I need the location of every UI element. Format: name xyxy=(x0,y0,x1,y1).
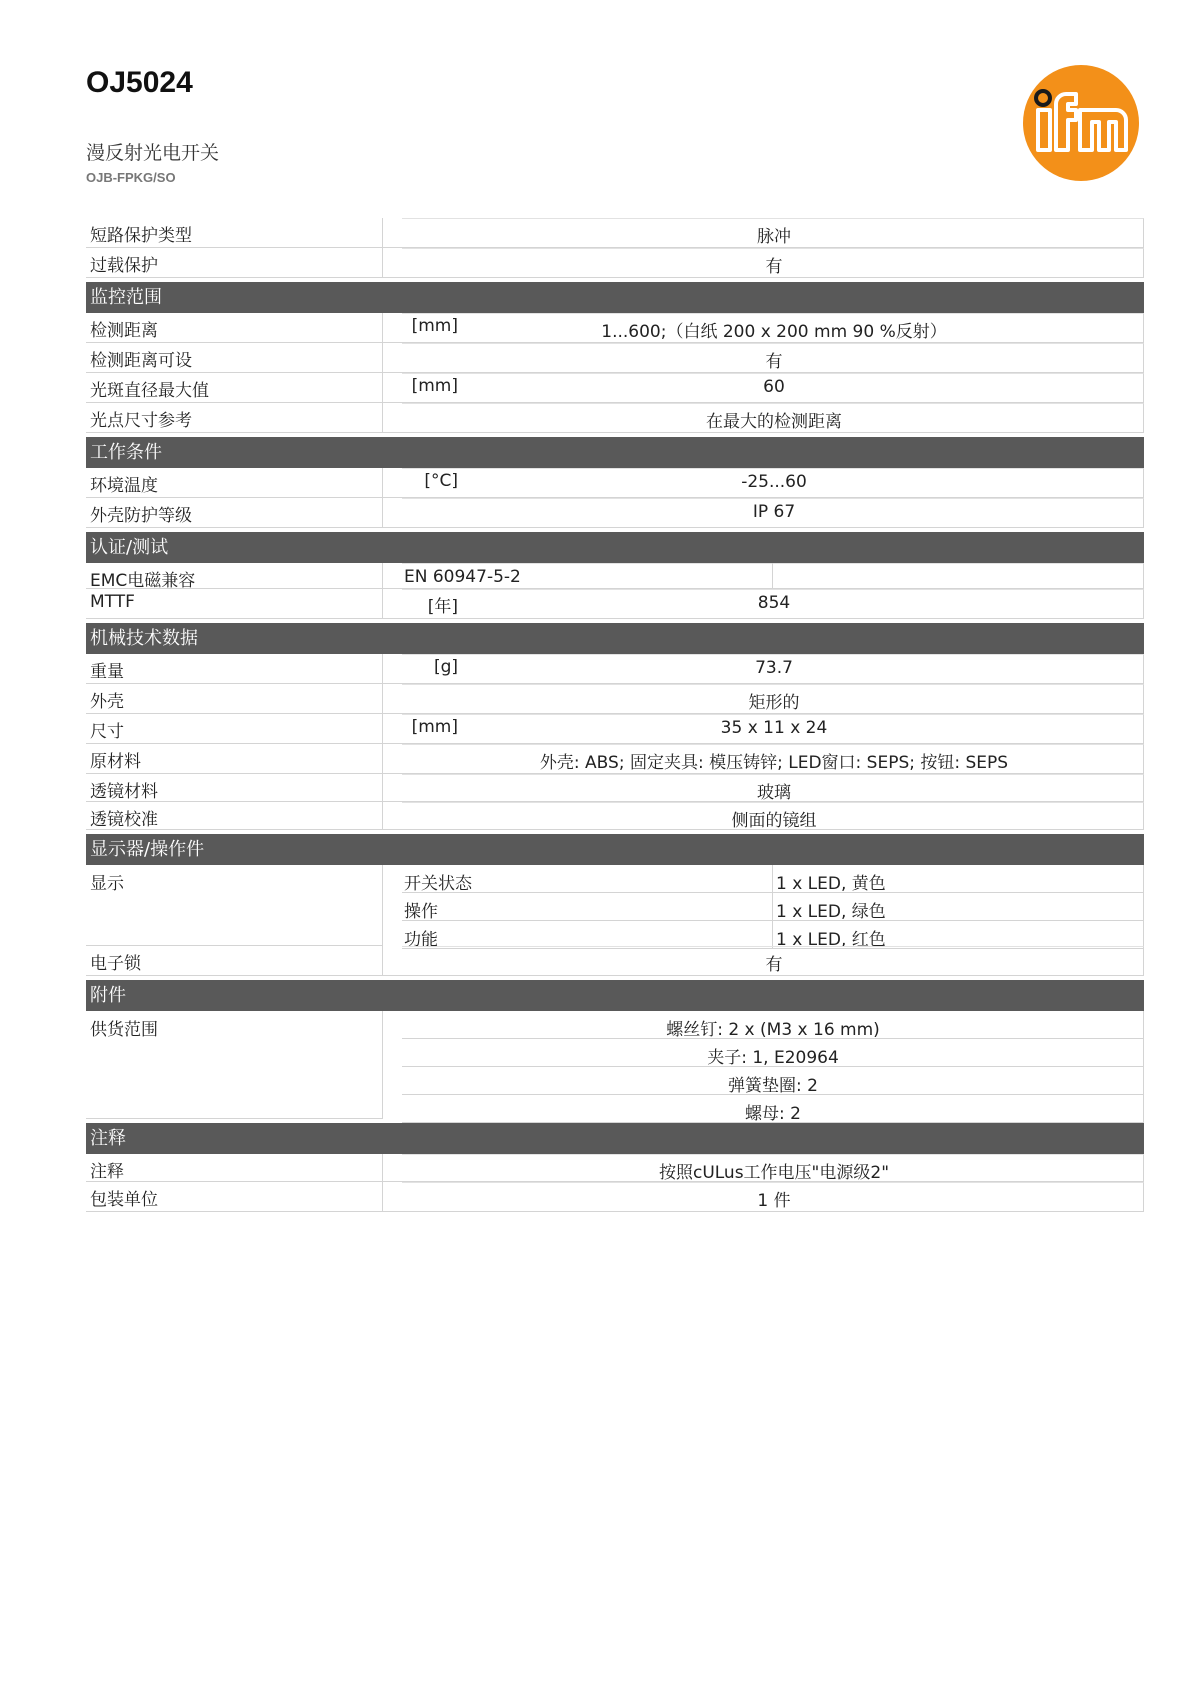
row-label: 透镜材料 xyxy=(90,782,158,802)
indicator-value: 1 x LED, 黄色 xyxy=(776,874,886,894)
section-header-accessories: 附件 xyxy=(86,980,1144,1011)
row-value: 73.7 xyxy=(755,658,793,678)
indicator-name: 功能 xyxy=(404,930,438,950)
accessory-item-text: 弹簧垫圈: 2 xyxy=(728,1076,818,1096)
table-row xyxy=(86,714,1144,744)
table-row xyxy=(86,343,1144,373)
row-value: 矩形的 xyxy=(748,693,800,713)
indicator-row xyxy=(402,893,1144,921)
row-label: 过载保护 xyxy=(90,256,158,276)
indicator-name: 开关状态 xyxy=(404,874,472,894)
row-value: EN 60947-5-2 xyxy=(404,567,521,587)
accessory-item-text: 夹子: 1, E20964 xyxy=(707,1048,839,1068)
row-unit: [g] xyxy=(433,657,458,677)
product-type-subtitle: 漫反射光电开关 xyxy=(86,142,220,164)
row-value: 1...600;（白纸 200 x 200 mm 90 %反射） xyxy=(601,322,947,342)
table-row xyxy=(86,313,1144,343)
row-label: 外壳 xyxy=(90,692,124,712)
row-value: IP 67 xyxy=(752,502,796,522)
row-unit: [mm] xyxy=(411,316,458,336)
row-value: 按照cULus工作电压"电源级2" xyxy=(658,1163,890,1183)
table-row xyxy=(86,654,1144,684)
row-value: 有 xyxy=(765,955,783,975)
table-row xyxy=(86,468,1144,498)
row-label: 光点尺寸参考 xyxy=(90,411,192,431)
table-row xyxy=(86,684,1144,714)
row-unit: [mm] xyxy=(411,717,458,737)
row-value: 外壳: ABS; 固定夹具: 模压铸锌; LED窗口: SEPS; 按钮: SEPS xyxy=(539,753,1009,773)
row-label: 外壳防护等级 xyxy=(90,506,192,526)
accessory-item xyxy=(402,1067,1144,1095)
row-value: 在最大的检测距离 xyxy=(706,412,842,432)
row-value: -25...60 xyxy=(741,472,807,492)
row-value: 侧面的镜组 xyxy=(731,811,817,831)
product-article-code: OJB-FPKG/SO xyxy=(86,170,176,185)
row-unit: [mm] xyxy=(411,376,458,396)
table-row xyxy=(86,403,1144,433)
indicator-row xyxy=(402,865,1144,893)
table-row xyxy=(86,774,1144,802)
row-value: 有 xyxy=(765,352,783,372)
row-label: 电子锁 xyxy=(90,954,141,974)
row-label: 尺寸 xyxy=(90,722,124,742)
section-header-conditions: 工作条件 xyxy=(86,437,1144,468)
ifm-logo xyxy=(1022,64,1140,182)
row-label: 原材料 xyxy=(90,752,141,772)
row-label: MTTF xyxy=(90,592,135,612)
row-label: 环境温度 xyxy=(90,476,158,496)
table-row xyxy=(86,373,1144,403)
table-row xyxy=(86,946,1144,976)
table-row xyxy=(86,498,1144,528)
row-label: 透镜校准 xyxy=(90,810,158,830)
accessory-item xyxy=(402,1011,1144,1039)
accessory-item-text: 螺母: 2 xyxy=(745,1104,801,1124)
row-value: 60 xyxy=(763,377,785,397)
indicator-name: 操作 xyxy=(404,902,438,922)
product-code-title: OJ5024 xyxy=(86,66,193,99)
row-unit: [°C] xyxy=(424,471,458,491)
table-row xyxy=(86,248,1144,278)
row-value: 1 件 xyxy=(757,1191,791,1211)
table-row xyxy=(86,1154,1144,1182)
display-indicator-block xyxy=(86,865,1144,950)
row-value: 35 x 11 x 24 xyxy=(720,718,828,738)
table-row xyxy=(86,802,1144,830)
row-value: 有 xyxy=(765,257,783,277)
row-value: 854 xyxy=(757,593,791,613)
row-label: 显示 xyxy=(90,874,124,894)
indicator-value: 1 x LED, 绿色 xyxy=(776,902,886,922)
section-header-cert: 认证/测试 xyxy=(86,532,1144,563)
accessory-item-text: 螺丝钉: 2 x (M3 x 16 mm) xyxy=(666,1020,880,1040)
table-row xyxy=(86,744,1144,774)
table-row xyxy=(86,563,1144,589)
section-header-monitor: 监控范围 xyxy=(86,282,1144,313)
table-row xyxy=(86,589,1144,619)
indicator-row xyxy=(402,921,1144,949)
accessories-block xyxy=(86,1011,1144,1124)
row-label: 检测距离可设 xyxy=(90,351,192,371)
section-header-display: 显示器/操作件 xyxy=(86,834,1144,865)
row-unit: [年] xyxy=(427,597,458,617)
row-label: 重量 xyxy=(90,662,124,682)
accessory-item xyxy=(402,1039,1144,1067)
datasheet-table xyxy=(86,218,1144,1212)
row-label: 短路保护类型 xyxy=(90,226,192,246)
table-row xyxy=(86,1182,1144,1212)
row-label: 注释 xyxy=(90,1162,124,1182)
row-label: 检测距离 xyxy=(90,321,158,341)
row-label: 供货范围 xyxy=(90,1020,158,1040)
row-value: 玻璃 xyxy=(757,783,791,803)
accessory-item xyxy=(402,1095,1144,1123)
row-label: EMC电磁兼容 xyxy=(90,571,196,591)
table-row xyxy=(86,218,1144,248)
indicator-value: 1 x LED, 红色 xyxy=(776,930,886,950)
section-header-notes: 注释 xyxy=(86,1123,1144,1154)
section-header-mech: 机械技术数据 xyxy=(86,623,1144,654)
row-value: 脉冲 xyxy=(757,227,791,247)
row-label: 包装单位 xyxy=(90,1190,158,1210)
row-label: 光斑直径最大值 xyxy=(90,381,209,401)
